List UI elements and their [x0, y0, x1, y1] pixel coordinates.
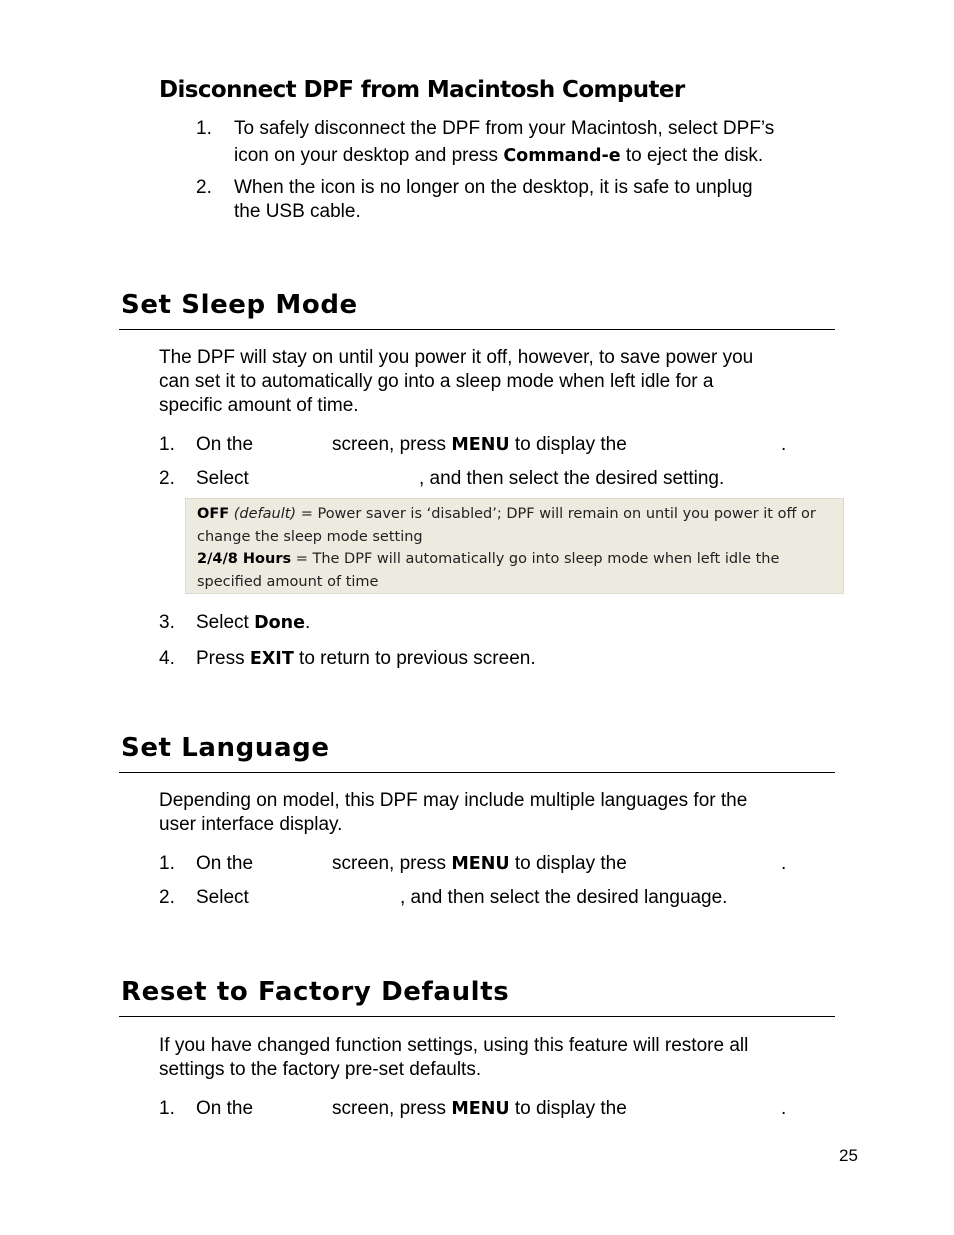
step-number: 1. [159, 1098, 175, 1119]
note-off-option: OFF (default) = Power saver is ‘disabled’; DPF will remain on until you power it off or change the sleep mode setting [197, 506, 816, 545]
section-title-reset: Reset to Factory Defaults [121, 977, 510, 1007]
section-divider [119, 1016, 835, 1017]
step-text: On the [196, 434, 254, 455]
step-text-line: the USB cable. [234, 201, 361, 222]
exit-key: EXIT [249, 649, 294, 669]
page-number: 25 [839, 1146, 858, 1165]
step-text: , and then select the desired language. [400, 887, 728, 908]
done-option: Done [254, 613, 305, 633]
step-text-line: icon on your desktop and press Command-e to eject the disk. [234, 145, 764, 166]
step-text: . [781, 1098, 787, 1119]
intro-line: can set it to automatically go into a sleep mode when left idle for a [159, 371, 714, 392]
section-title-language: Set Language [121, 733, 330, 763]
step-number: 1. [196, 118, 212, 139]
section-title-sleep-mode: Set Sleep Mode [121, 290, 358, 320]
step-number: 2. [196, 177, 212, 198]
menu-key: MENU [451, 1099, 510, 1119]
keyboard-shortcut: Command-e [503, 146, 621, 166]
intro-line: user interface display. [159, 814, 343, 835]
step-number: 2. [159, 887, 175, 908]
step-number: 4. [159, 648, 175, 669]
settings-note-box [185, 498, 844, 594]
intro-line: specific amount of time. [159, 395, 359, 416]
intro-line: Depending on model, this DPF may include multiple languages for the [159, 790, 748, 811]
step-text: . [781, 853, 787, 874]
step-number: 1. [159, 853, 175, 874]
subsection-title-disconnect: Disconnect DPF from Macintosh Computer [159, 77, 685, 103]
step-text: screen, press MENU to display the [332, 853, 627, 874]
step-text: screen, press MENU to display the [332, 434, 627, 455]
intro-line: settings to the factory pre-set defaults. [159, 1059, 482, 1080]
note-hours-option: 2/4/8 Hours = The DPF will automatically go into sleep mode when left idle the specified amount of time [197, 551, 780, 590]
intro-line: The DPF will stay on until you power it off, however, to save power you [159, 347, 754, 368]
step-number: 3. [159, 612, 175, 633]
step-text: Select [196, 468, 249, 489]
step-text: Select Done. [196, 612, 311, 633]
menu-key: MENU [451, 435, 510, 455]
step-number: 2. [159, 468, 175, 489]
menu-key: MENU [451, 854, 510, 874]
step-text: , and then select the desired setting. [419, 468, 725, 489]
section-divider [119, 772, 835, 773]
step-text: screen, press MENU to display the [332, 1098, 627, 1119]
step-number: 1. [159, 434, 175, 455]
step-text: On the [196, 853, 254, 874]
section-divider [119, 329, 835, 330]
step-text: Press EXIT to return to previous screen. [196, 648, 536, 669]
step-text-line: When the icon is no longer on the desktop, it is safe to unplug [234, 177, 753, 198]
step-text-line: To safely disconnect the DPF from your Macintosh, select DPF’s [234, 118, 775, 139]
intro-line: If you have changed function settings, using this feature will restore all [159, 1035, 749, 1056]
step-text: On the [196, 1098, 254, 1119]
step-text: . [781, 434, 787, 455]
step-text: Select [196, 887, 249, 908]
